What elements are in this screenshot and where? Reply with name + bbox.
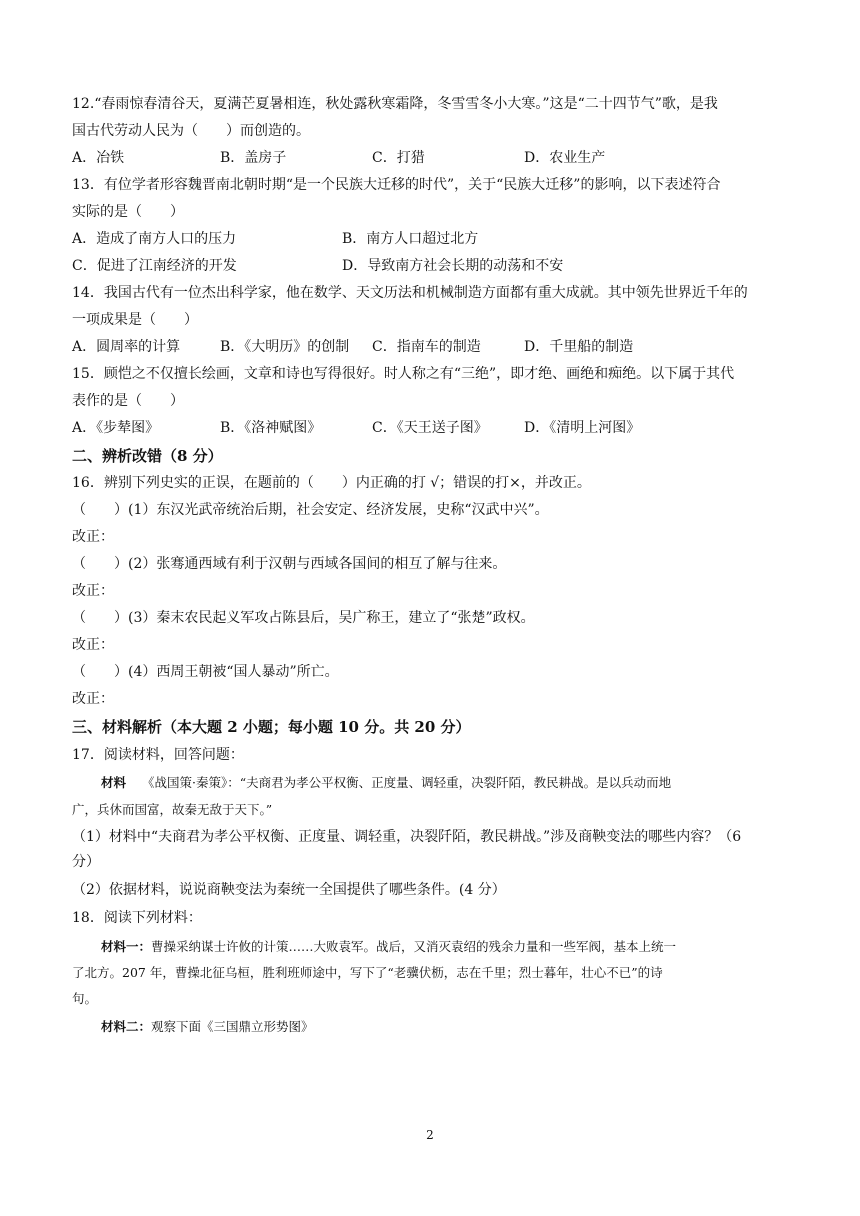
q17-sub2: （2）依据材料，说说商鞅变法为秦统一全国提供了哪些条件。(4 分） xyxy=(72,882,506,898)
q14-stem-line2: 一项成果是（ ） xyxy=(72,312,198,328)
q16-correction-3: 改正： xyxy=(72,637,114,653)
q18-material2-text: 观察下面《三国鼎立形势图》 xyxy=(151,1019,314,1034)
q17-sub1-line1: （1）材料中“夫商君为孝公平权衡、正度量、调轻重，决裂阡陌，教民耕战。”涉及商鞅变法的哪些内容？（6 xyxy=(72,829,742,845)
q14-stem-line1: 14．我国古代有一位杰出科学家，他在数学、天文历法和机械制造方面都有重大成就。其中领先世界近千年的 xyxy=(72,285,748,301)
q17-material-text1: 《战国策·秦策》：“夫商君为孝公平权衡、正度量、调轻重，决裂阡陌，教民耕战。是以兵动而地 xyxy=(142,775,672,790)
q18-material1-label: 材料一： xyxy=(101,939,152,954)
q12-stem-line1: 12.“春雨惊春清谷天，夏满芒夏暑相连，秋处露秋寒霜降，冬雪雪冬小大寒。”这是“二十四节气”歌，是我 xyxy=(72,96,718,112)
section3-heading: 三、材料解析（本大题 2 小题；每小题 10 分。共 20 分） xyxy=(72,718,471,736)
page-number: 2 xyxy=(426,1128,434,1142)
q14-option-b: B．《大明历》的创制 xyxy=(220,339,350,355)
q18-material1-line1 xyxy=(101,937,676,957)
q12-option-c: C．打猎 xyxy=(372,150,425,166)
q18-material1-line3: 句。 xyxy=(72,991,98,1006)
q14-option-c: C．指南车的制造 xyxy=(372,339,481,355)
q16-item-3: （ ）(3）秦末农民起义军攻占陈县后，吴广称王，建立了“张楚”政权。 xyxy=(72,610,535,626)
q12-option-d: D．农业生产 xyxy=(524,150,606,166)
q15-option-b: B．《洛神赋图》 xyxy=(220,420,322,436)
q18-stem: 18．阅读下列材料： xyxy=(72,910,202,926)
q15-stem-line1: 15．顾恺之不仅擅长绘画，文章和诗也写得很好。时人称之有“三绝”，即才绝、画绝和痴绝。以下属于其代 xyxy=(72,366,735,382)
q15-option-c: C．《天王送子图》 xyxy=(372,420,488,436)
q17-stem: 17．阅读材料，回答问题： xyxy=(72,747,244,763)
q13-option-d: D．导致南方社会长期的动荡和不安 xyxy=(342,258,564,274)
q18-material2-line xyxy=(101,1017,314,1037)
q18-material1-line2: 了北方。207 年，曹操北征乌桓，胜利班师途中，写下了“老骥伏枥，志在千里；烈士暮年，壮心不已”的诗 xyxy=(72,965,663,980)
q14-option-a: A．圆周率的计算 xyxy=(72,339,181,355)
q16-stem: 16．辨别下列史实的正误，在题前的（ ）内正确的打 √；错误的打×，并改正。 xyxy=(72,475,591,491)
q18-material2-label: 材料二： xyxy=(101,1019,152,1034)
q17-material-label: 材料 xyxy=(101,775,127,790)
q13-option-b: B．南方人口超过北方 xyxy=(342,231,479,247)
q14-option-d: D．千里船的制造 xyxy=(524,339,634,355)
q16-item-4: （ ）(4）西周王朝被“国人暴动”所亡。 xyxy=(72,664,339,680)
section2-heading: 二、辨析改错（8 分） xyxy=(72,447,223,465)
q13-stem-line2: 实际的是（ ） xyxy=(72,204,184,220)
q17-material-line1 xyxy=(101,773,671,793)
q16-item-2: （ ）(2）张骞通西域有利于汉朝与西域各国间的相互了解与往来。 xyxy=(72,556,507,572)
q15-option-d: D．《清明上河图》 xyxy=(524,420,641,436)
q15-stem-line2: 表作的是（ ） xyxy=(72,393,184,409)
q18-material1-text1: 曹操采纳谋士许攸的计策……大败袁军。战后，又消灭袁绍的残余力量和一些军阀，基本上统一 xyxy=(151,939,677,954)
q12-stem-line2: 国古代劳动人民为（ ）而创造的。 xyxy=(72,123,310,139)
q17-material-line2: 广，兵休而国富，故秦无敌于天下。” xyxy=(72,802,273,817)
q13-option-a: A．造成了南方人口的压力 xyxy=(72,231,237,247)
q12-option-b: B．盖房子 xyxy=(220,150,287,166)
q13-option-c: C．促进了江南经济的开发 xyxy=(72,258,237,274)
q15-option-a: A．《步辇图》 xyxy=(72,420,160,436)
q16-correction-1: 改正： xyxy=(72,529,114,545)
q13-stem-line1: 13．有位学者形容魏晋南北朝时期“是一个民族大迁移的时代”，关于“民族大迁移”的影响，以下表述符合 xyxy=(72,177,721,193)
q16-item-1: （ ）(1）东汉光武帝统治后期，社会安定、经济发展，史称“汉武中兴”。 xyxy=(72,502,549,518)
q17-sub1-line2: 分） xyxy=(72,854,100,870)
q12-option-a: A．冶铁 xyxy=(72,150,125,166)
q16-correction-4: 改正： xyxy=(72,691,114,707)
q16-correction-2: 改正： xyxy=(72,583,114,599)
